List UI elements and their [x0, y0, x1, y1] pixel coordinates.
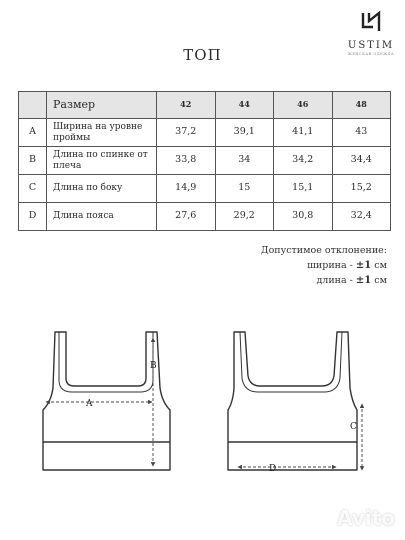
table-cell: 14,9: [157, 175, 216, 203]
garment-diagram: [0, 320, 405, 490]
table-cell: 30,8: [274, 203, 333, 231]
tolerance-width: ширина - ±1 см: [307, 260, 387, 271]
table-cell: 41,1: [274, 119, 333, 147]
table-cell: 43: [332, 119, 391, 147]
table-cell: 32,4: [332, 203, 391, 231]
table-cell: 29,2: [215, 203, 274, 231]
tolerance-note: [261, 243, 387, 288]
row-label: Ширина на уровне проймы: [47, 119, 157, 147]
table-cell: 15: [215, 175, 274, 203]
back-view: [228, 332, 357, 470]
row-letter: A: [19, 119, 47, 147]
brand-tagline: ЖЕНСКАЯ ОДЕЖДА: [347, 52, 395, 56]
table-cell: 34,2: [274, 147, 333, 175]
table-row: [19, 175, 391, 203]
row-letter: D: [19, 203, 47, 231]
table-cell: 27,6: [157, 203, 216, 231]
dimension-a: [46, 399, 152, 409]
table-row: [19, 203, 391, 231]
table-header-label: Размер: [47, 92, 157, 119]
label-a: A: [86, 399, 93, 409]
front-view: [43, 332, 170, 470]
table-cell: 37,2: [157, 119, 216, 147]
table-row: [19, 147, 391, 175]
dimension-d: [238, 464, 336, 474]
brand-mark-icon: [359, 10, 383, 34]
table-corner-cell: [19, 92, 47, 119]
label-d: D: [269, 464, 277, 474]
table-cell: 34,4: [332, 147, 391, 175]
table-cell: 34: [215, 147, 274, 175]
row-label: Длина по боку: [47, 175, 157, 203]
table-cell: 39,1: [215, 119, 274, 147]
brand-name: USTIM: [347, 40, 395, 51]
size-header: 44: [215, 92, 274, 119]
size-header: 42: [157, 92, 216, 119]
table-cell: 15,1: [274, 175, 333, 203]
label-c: C: [350, 422, 357, 432]
row-letter: B: [19, 147, 47, 175]
avito-watermark: Avito: [337, 506, 395, 530]
table-cell: 15,2: [332, 175, 391, 203]
tolerance-title: Допустимое отклонение:: [260, 245, 387, 256]
page-title: ТОП: [183, 46, 222, 64]
tolerance-length: длина - ±1 см: [316, 275, 387, 286]
row-label: Длина по спинке от плеча: [47, 147, 157, 175]
size-header: 46: [274, 92, 333, 119]
size-header: 48: [332, 92, 391, 119]
table-row: [19, 119, 391, 147]
label-b: B: [150, 361, 157, 371]
dimension-c: [350, 404, 362, 470]
table-cell: 33,8: [157, 147, 216, 175]
size-table: [18, 91, 391, 231]
table-header-row: [19, 92, 391, 119]
row-letter: C: [19, 175, 47, 203]
row-label: Длина пояса: [47, 203, 157, 231]
